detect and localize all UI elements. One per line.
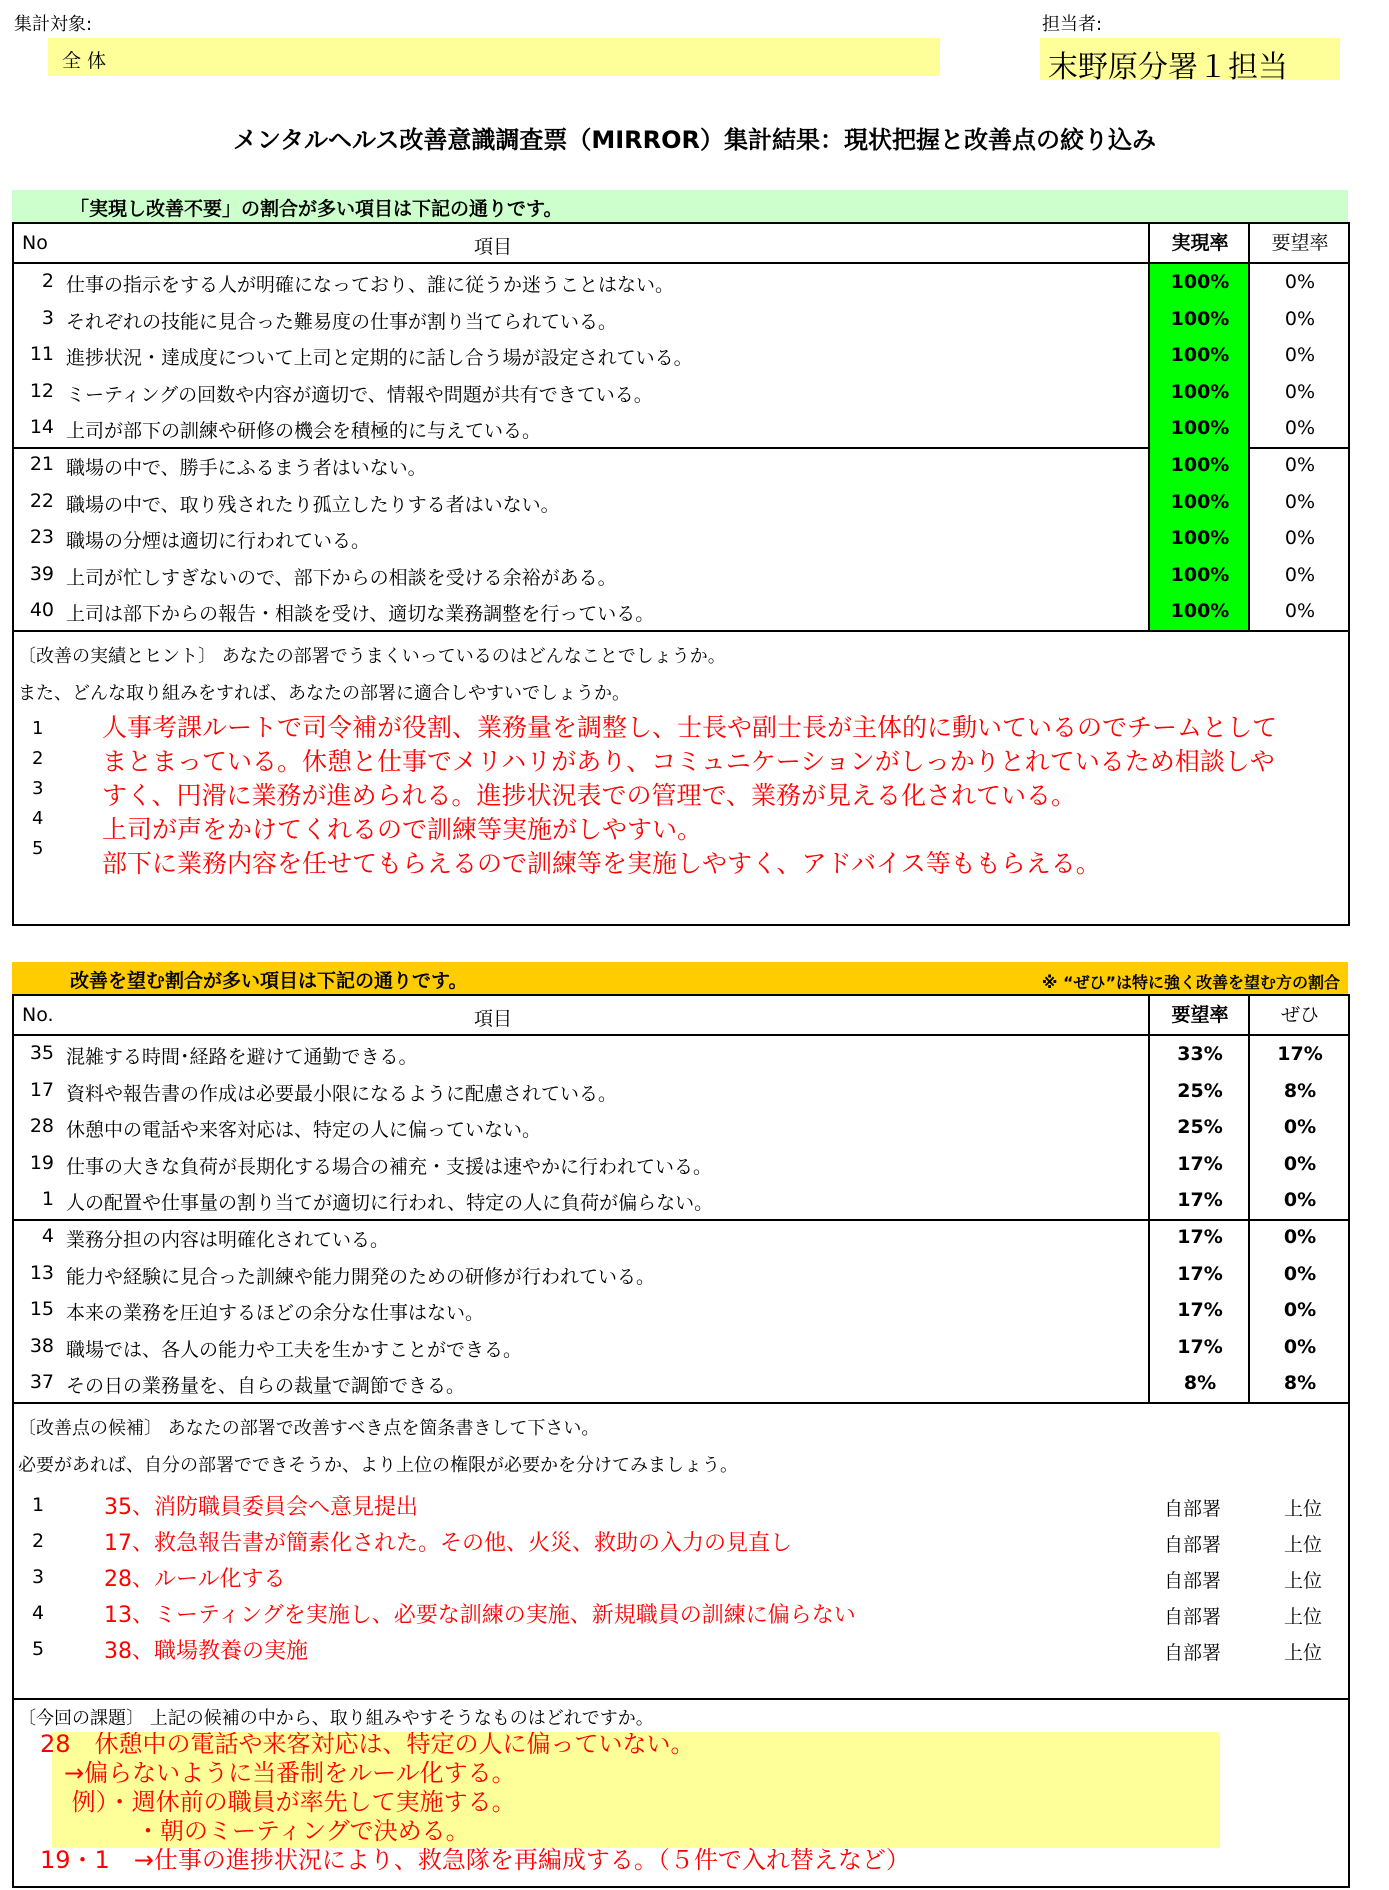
answer-line: 上司が声をかけてくれるので訓練等実施がしやすい。 [102,815,703,844]
row-rate2: 0% [1248,410,1350,447]
person-label: 担当者: [1042,14,1103,35]
issue-line: 19・1 →仕事の進捗状況により、救急隊を再編成する。（５件で入れ替えなど） [40,1846,910,1874]
candidate-upper: 上位 [1284,1570,1323,1592]
candidate-number: 1 [32,1494,45,1516]
candidate-row [14,1596,1348,1632]
row-no: 12 [29,379,54,402]
row-rate1: 100% [1148,337,1250,374]
candidate-own-dept: 自部署 [1164,1570,1222,1592]
row-no: 35 [29,1042,54,1064]
row-no: 37 [29,1371,54,1394]
table-row [14,593,1348,630]
section2-hint1: 〔改善点の候補〕 あなたの部署で改善すべき点を箇条書きして下さい。 [18,1418,600,1439]
candidate-upper: 上位 [1284,1642,1323,1664]
person-value [1040,38,1340,85]
answer-line: 部下に業務内容を任せてもらえるので訓練等を実施しやすく、アドバイス等ももらえる。 [102,849,1101,878]
table-row [14,1219,1348,1256]
row-rate2: 0% [1248,1219,1350,1256]
answer-line: すく、円滑に業務が進められる。進捗状況表での管理で、業務が見える化されている。 [102,781,1077,810]
section2-table [12,994,1350,1888]
table-row [14,1365,1348,1402]
candidate-number: 5 [32,1638,45,1660]
row-rate1: 100% [1148,520,1250,557]
row-text: 職場では、各人の能力や工夫を生かすことができる。 [66,1338,523,1361]
col-item: 項目 [474,1008,513,1030]
row-no: 40 [29,599,54,622]
candidate-text: 17、救急報告書が簡素化された。その他、火災、救助の入力の見直し [104,1531,792,1556]
section2-rows [14,1036,1348,1402]
answer-number: 1 [32,718,44,739]
row-rate1: 100% [1148,374,1250,411]
candidate-upper: 上位 [1284,1534,1323,1556]
page-title: メンタルヘルス改善意識調査票（MIRROR）集計結果：現状把握と改善点の絞り込み [233,126,1156,154]
candidate-number: 4 [32,1602,45,1624]
row-text: その日の業務量を、自らの裁量で調節できる。 [66,1375,466,1398]
section1-table [12,222,1350,926]
col-rate1: 実現率 [1148,224,1250,262]
row-rate1: 100% [1148,557,1250,594]
row-rate2: 0% [1248,1109,1350,1146]
candidate-row [14,1560,1348,1596]
table-row [14,374,1348,411]
candidate-row [14,1632,1348,1668]
section2-note: ※ “ぜひ”は特に強く改善を望む方の割合 [1041,973,1340,992]
section1-header-row [14,224,1348,264]
row-no: 39 [29,562,54,585]
table-row [14,484,1348,521]
section2-hint2: 必要があれば、自分の部署でできそうか、より上位の権限が必要かを分けてみましょう。 [18,1455,738,1476]
row-no: 38 [29,1334,54,1357]
candidate-own-dept: 自部署 [1164,1534,1222,1556]
row-rate1: 100% [1148,264,1250,301]
row-no: 28 [29,1115,54,1138]
row-text: 職場の中で、勝手にふるまう者はいない。 [66,457,427,479]
row-text: 上司が部下の訓練や研修の機会を積極的に与えている。 [66,420,542,443]
candidate-text: 35、消防職員委員会へ意見提出 [104,1495,418,1520]
section1-hint2: また、どんな取り組みをすれば、あなたの部署に適合しやすいでしょうか。 [18,683,630,704]
target-value [48,38,940,76]
candidate-text: 13、ミーティングを実施し、必要な訓練の実施、新規職員の訓練に偏らない [104,1603,856,1628]
section1-heading [12,190,1348,222]
candidate-text: 28、ルール化する [104,1567,286,1592]
col-rate2: 要望率 [1248,224,1350,262]
person-value-text: 末野原分署１担当 [1048,50,1288,85]
answer-number: 4 [32,808,44,829]
row-text: それぞれの技能に見合った難易度の仕事が割り当てられている。 [66,310,618,333]
candidate-own-dept: 自部署 [1164,1498,1222,1520]
col-no: No [22,232,48,254]
row-rate2: 8% [1248,1365,1350,1402]
section1-hint1: 〔改善の実績とヒント〕 あなたの部署でうまくいっているのはどんなことでしょうか。 [18,646,726,667]
col-rate2: ぜひ [1248,996,1350,1034]
issue-line: 28 休憩中の電話や来客対応は、特定の人に偏っていない。 [40,1730,695,1758]
row-text: 職場の中で、取り残されたり孤立したりする者はいない。 [66,493,560,516]
answer-number: 3 [32,778,44,799]
issue-line: →偏らないように当番制をルール化する。 [40,1759,516,1787]
row-rate1: 33% [1148,1036,1250,1073]
table-row [14,1109,1348,1146]
section2-heading-text: 改善を望む割合が多い項目は下記の通りです。 [70,970,468,992]
row-text: 業務分担の内容は明確化されている。 [66,1229,390,1251]
target-label: 集計対象: [14,14,93,35]
row-rate2: 0% [1248,1329,1350,1366]
table-row [14,1256,1348,1293]
row-rate2: 17% [1248,1036,1350,1073]
section2-divider [14,1402,1348,1404]
table-row [14,337,1348,374]
candidate-row [14,1524,1348,1560]
table-row [14,1036,1348,1073]
col-no: No. [22,1004,54,1026]
row-text: 職場の分煙は適切に行われている。 [66,530,371,553]
row-rate2: 0% [1248,337,1350,374]
row-no: 13 [29,1261,54,1284]
row-rate2: 0% [1248,593,1350,630]
answer-number: 5 [32,838,44,859]
row-rate1: 25% [1148,1073,1250,1110]
row-rate1: 100% [1148,484,1250,521]
row-rate2: 0% [1248,264,1350,301]
row-no: 19 [29,1151,54,1174]
table-row [14,410,1348,447]
candidate-own-dept: 自部署 [1164,1642,1222,1664]
candidate-text: 38、職場教養の実施 [104,1639,308,1664]
section2-header-row [14,996,1348,1036]
row-rate1: 25% [1148,1109,1250,1146]
row-no: 1 [41,1188,54,1211]
answer-line: 人事考課ルートで司令補が役割、業務量を調整し、士長や副士長が主体的に動いているのでチームとして [102,713,1278,742]
row-rate2: 0% [1248,557,1350,594]
target-value-text: 全 体 [62,50,107,72]
row-rate1: 100% [1148,410,1250,447]
row-no: 11 [29,343,54,366]
row-no: 14 [29,416,54,439]
row-rate1: 8% [1148,1365,1250,1402]
issue-line: 例）・週休前の職員が率先して実施する。 [40,1788,516,1816]
row-no: 4 [41,1225,54,1247]
col-item: 項目 [474,236,513,258]
row-text: 上司が忙しすぎないので、部下からの相談を受ける余裕がある。 [66,566,617,589]
row-rate1: 17% [1148,1146,1250,1183]
table-row [14,520,1348,557]
row-rate2: 0% [1248,1292,1350,1329]
candidate-upper: 上位 [1284,1606,1323,1628]
row-text: 混雑する時間･経路を避けて通勤できる。 [66,1046,418,1068]
row-rate1: 17% [1148,1256,1250,1293]
row-no: 3 [41,306,54,329]
row-text: ミーティングの回数や内容が適切で、情報や問題が共有できている。 [66,383,653,406]
table-row [14,264,1348,301]
table-row [14,447,1348,484]
table-row [14,1329,1348,1366]
row-rate2: 0% [1248,301,1350,338]
row-text: 能力や経験に見合った訓練や能力開発のための研修が行われている。 [66,1265,656,1288]
row-no: 15 [29,1298,54,1321]
row-rate1: 17% [1148,1182,1250,1219]
row-rate1: 17% [1148,1329,1250,1366]
table-row [14,557,1348,594]
row-text: 資料や報告書の作成は必要最小限になるように配慮されている。 [66,1082,618,1105]
row-rate2: 0% [1248,1256,1350,1293]
col-rate1: 要望率 [1148,996,1250,1034]
row-rate2: 0% [1248,1182,1350,1219]
section2-heading [12,962,1348,994]
row-no: 21 [29,453,54,475]
row-text: 仕事の指示をする人が明確になっており、誰に従うか迷うことはない。 [66,274,675,296]
row-rate2: 0% [1248,520,1350,557]
row-rate1: 100% [1148,301,1250,338]
row-text: 休憩中の電話や来客対応は、特定の人に偏っていない。 [66,1119,542,1142]
row-no: 22 [29,489,54,512]
candidate-row [14,1488,1348,1524]
row-rate1: 17% [1148,1219,1250,1256]
row-rate1: 100% [1148,447,1250,484]
issue-label: 〔今回の課題〕 上記の候補の中から、取り組みやすそうなものはどれですか。 [18,1708,654,1729]
candidate-number: 3 [32,1566,45,1588]
row-text: 上司は部下からの報告・相談を受け、適切な業務調整を行っている。 [66,603,655,626]
answer-line: まとまっている。休憩と仕事でメリハリがあり、コミュニケーションがしっかりとれているため相談しや [102,747,1275,776]
row-no: 2 [41,270,54,292]
table-row [14,301,1348,338]
row-rate2: 0% [1248,447,1350,484]
row-rate2: 0% [1248,1146,1350,1183]
issue-line: ・朝のミーティングで決める。 [40,1817,470,1845]
row-rate1: 17% [1148,1292,1250,1329]
candidate-upper: 上位 [1284,1498,1323,1520]
row-text: 人の配置や仕事量の割り当てが適切に行われ、特定の人に負荷が偏らない。 [66,1192,714,1215]
section1-rows [14,264,1348,630]
row-rate2: 0% [1248,484,1350,521]
table-row [14,1146,1348,1183]
table-row [14,1182,1348,1219]
row-text: 仕事の大きな負荷が長期化する場合の補充・支援は速やかに行われている。 [66,1155,713,1178]
row-no: 23 [29,526,54,549]
section1-heading-text: 「実現し改善不要」の割合が多い項目は下記の通りです。 [70,198,563,220]
table-row [14,1292,1348,1329]
row-text: 進捗状況・達成度について上司と定期的に話し合う場が設定されている。 [66,347,693,370]
row-rate2: 8% [1248,1073,1350,1110]
section1-divider [14,630,1348,632]
candidate-number: 2 [32,1530,45,1552]
row-no: 17 [29,1078,54,1101]
candidate-own-dept: 自部署 [1164,1606,1222,1628]
table-row [14,1073,1348,1110]
row-text: 本来の業務を圧迫するほどの余分な仕事はない。 [66,1302,485,1325]
row-rate1: 100% [1148,593,1250,630]
row-rate2: 0% [1248,374,1350,411]
section2-divider2 [14,1698,1348,1700]
answer-number: 2 [32,748,44,769]
